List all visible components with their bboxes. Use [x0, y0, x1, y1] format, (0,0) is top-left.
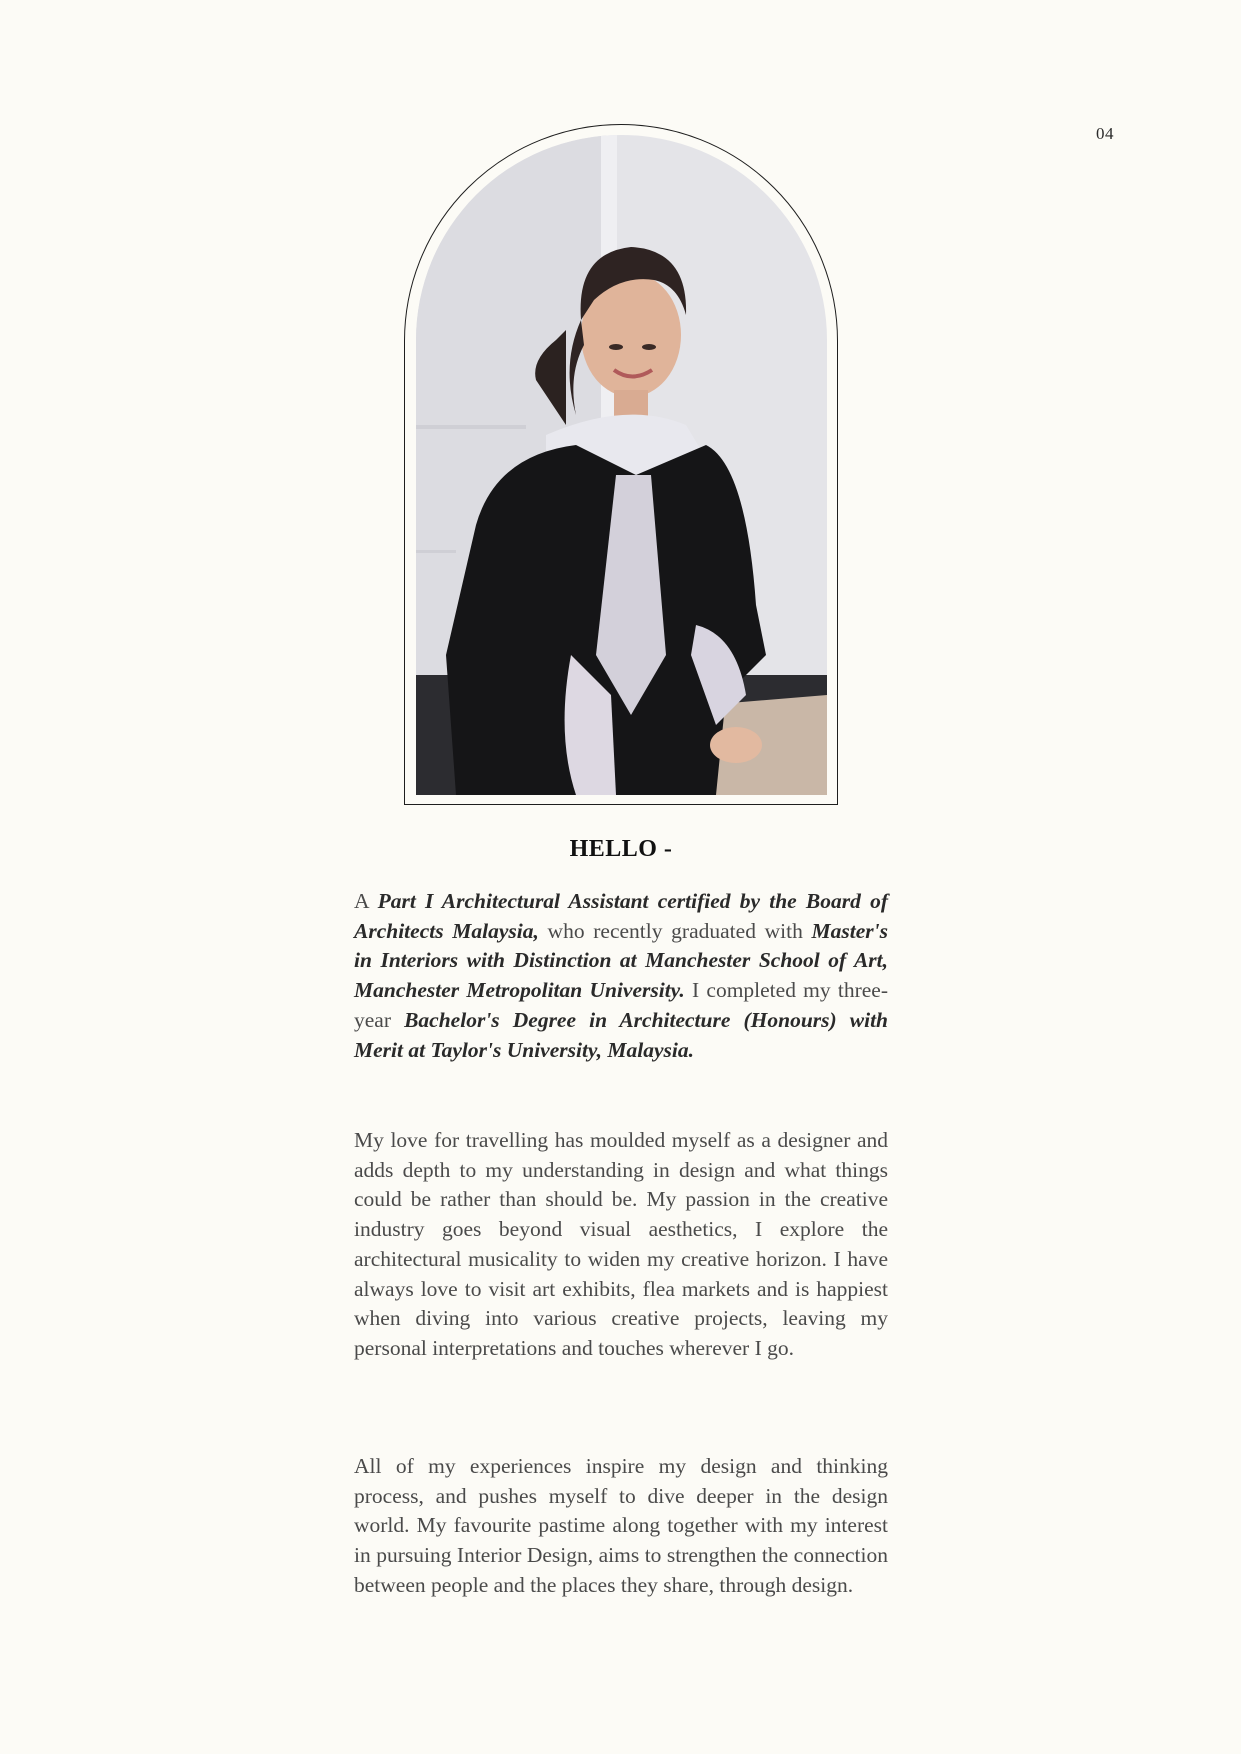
intro-text-1: A [354, 889, 378, 913]
page-number: 04 [1096, 124, 1114, 143]
intro-text-3: I completed my three-year [354, 978, 889, 1032]
intro-masters-degree: Master's in Interiors with Distinction at Manchester School of Art, Manchester Metropolitan University. [354, 918, 889, 1003]
travel-paragraph: My love for travelling has moulded myself as a designer and adds depth to my understanding in design and what things could be rather than should be. My passion in the creative industry goes beyond visual aesthetics, I explore the architectural musicality to widen my creative horizon. I have always love to visit art exhibits, flea markets and is happiest when diving into various creative projects, leaving my personal interpretations and touches wherever I go. [354, 1128, 888, 1360]
portrait-photo [416, 135, 827, 795]
intro-credential: Part I Architectural Assistant certified by the Board of Architects Malaysia, [354, 889, 888, 943]
intro-bachelors-degree: Bachelor's Degree in Architecture (Honours) with Merit at Taylor's University, Malaysia. [354, 1007, 889, 1062]
greeting-heading: HELLO - [569, 836, 673, 862]
intro-text-2: who recently graduated with [538, 918, 812, 943]
intro-paragraph [354, 887, 888, 1065]
experience-paragraph: All of my experiences inspire my design and thinking process, and pushes myself to dive deeper in the design world. My favourite pastime along together with my interest in pursuing Interior Design, aims to strengthen the connection between people and the places they share, through design. [354, 1454, 888, 1597]
